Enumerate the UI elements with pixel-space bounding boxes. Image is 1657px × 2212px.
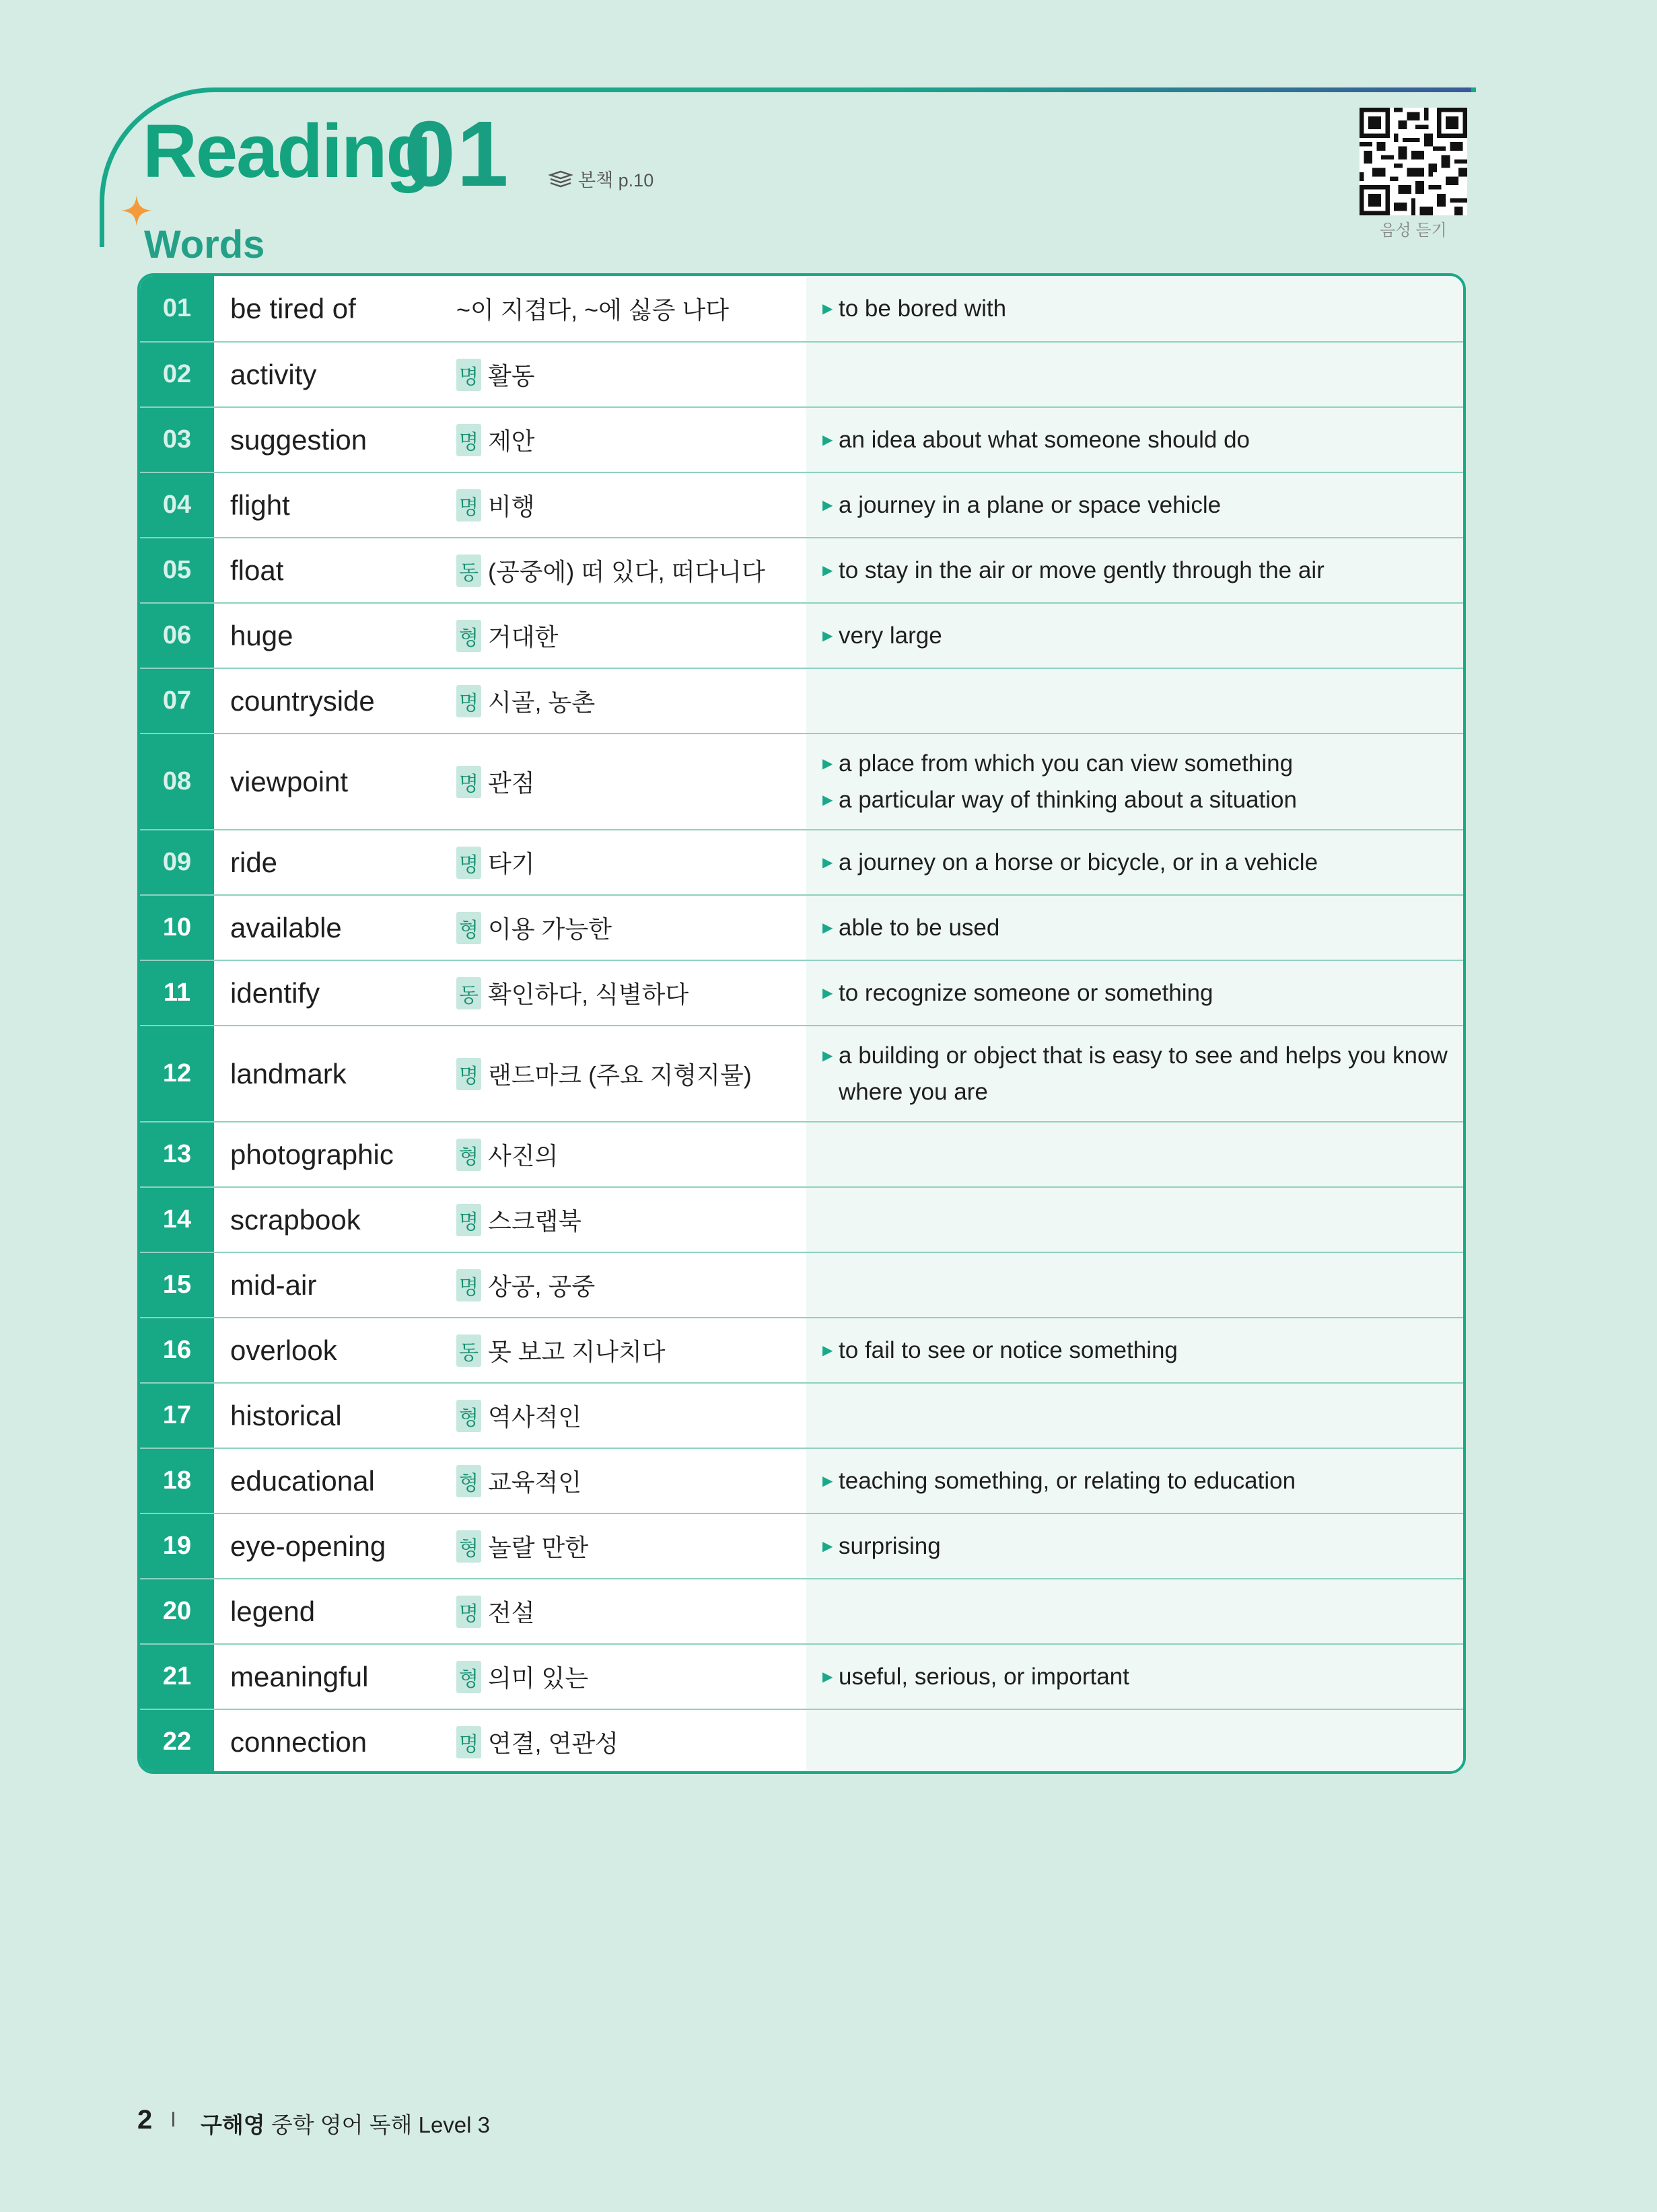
definition-text: to fail to see or notice something [839, 1336, 1178, 1363]
korean-meaning-cell [450, 896, 806, 960]
korean-meaning: ~이 지겹다, ~에 싫증 나다 [456, 296, 730, 324]
qr-label: 음성 듣기 [1380, 221, 1447, 240]
english-definition-cell [806, 538, 1463, 602]
part-of-speech-badge: 명 [456, 1204, 481, 1236]
table-row [140, 1252, 1463, 1317]
lesson-title: Reading [143, 109, 431, 193]
korean-meaning-cell [450, 408, 806, 472]
triangle-bullet-icon: ▶ [822, 628, 833, 643]
vocab-word: scrapbook [230, 1203, 361, 1236]
part-of-speech-badge: 형 [456, 1139, 481, 1171]
row-number: 03 [140, 408, 214, 472]
triangle-bullet-icon: ▶ [822, 920, 833, 935]
english-definition-cell [806, 604, 1463, 668]
korean-meaning: 비행 [487, 493, 535, 520]
part-of-speech-badge: 명 [456, 489, 481, 522]
part-of-speech-badge: 동 [456, 977, 481, 1009]
english-definition-cell [806, 473, 1463, 537]
english-definition-cell [806, 669, 1463, 733]
table-row [140, 1643, 1463, 1709]
triangle-bullet-icon: ▶ [822, 1343, 833, 1358]
korean-meaning: 역사적인 [487, 1403, 582, 1431]
row-number: 19 [140, 1514, 214, 1578]
korean-meaning-cell [450, 343, 806, 406]
definition-text: very large [839, 622, 942, 649]
definition-text: a building or object that is easy to see and helps you know where you are [839, 1042, 1448, 1105]
table-row [140, 1578, 1463, 1643]
row-number: 20 [140, 1579, 214, 1643]
row-number: 16 [140, 1318, 214, 1382]
english-definition-cell [806, 408, 1463, 472]
vocab-word: photographic [230, 1138, 394, 1170]
english-definition-cell [806, 1026, 1463, 1121]
korean-meaning-cell [450, 669, 806, 733]
table-row [140, 1448, 1463, 1513]
row-number: 12 [140, 1026, 214, 1121]
korean-meaning: 랜드마크 (주요 지형지물) [487, 1061, 752, 1089]
english-definition-cell [806, 1253, 1463, 1317]
korean-meaning-cell [450, 961, 806, 1025]
vocab-word: overlook [230, 1334, 337, 1366]
table-row [140, 341, 1463, 406]
korean-meaning-cell [450, 830, 806, 894]
english-definition-cell [806, 343, 1463, 406]
korean-meaning-cell [450, 473, 806, 537]
row-number: 04 [140, 473, 214, 537]
korean-meaning: 거대한 [487, 623, 559, 651]
part-of-speech-badge: 동 [456, 555, 481, 587]
footer-book-title [201, 2108, 490, 2139]
vocab-word: ride [230, 846, 278, 878]
vocab-word: educational [230, 1464, 375, 1497]
korean-meaning: (공중에) 떠 있다, 떠다니다 [487, 558, 765, 585]
table-row [140, 1513, 1463, 1578]
definition-line [822, 1659, 1448, 1695]
korean-meaning-cell [450, 1514, 806, 1578]
definition-text: a journey in a plane or space vehicle [839, 491, 1222, 518]
triangle-bullet-icon: ▶ [822, 855, 833, 870]
header-frame-line [861, 87, 1471, 92]
definition-line [822, 746, 1448, 782]
english-definition-cell [806, 961, 1463, 1025]
table-row [140, 1025, 1463, 1121]
definition-text: a place from which you can view something [839, 750, 1294, 777]
table-row [140, 406, 1463, 472]
definition-text: useful, serious, or important [839, 1663, 1129, 1690]
korean-meaning: 시골, 농촌 [487, 688, 596, 716]
vocab-word: flight [230, 489, 290, 521]
english-definition-cell [806, 1122, 1463, 1186]
korean-meaning: 제안 [487, 427, 535, 455]
triangle-bullet-icon: ▶ [822, 301, 833, 316]
row-number: 10 [140, 896, 214, 960]
vocab-word: available [230, 911, 342, 943]
part-of-speech-badge: 명 [456, 424, 481, 456]
korean-meaning-cell [450, 1026, 806, 1121]
qr-code-icon[interactable] [1360, 108, 1467, 215]
definition-line [822, 1463, 1448, 1499]
korean-meaning: 교육적인 [487, 1468, 582, 1496]
part-of-speech-badge: 명 [456, 1058, 481, 1090]
definition-text: to recognize someone or something [839, 979, 1213, 1006]
definition-line [822, 291, 1448, 327]
vocab-word: countryside [230, 684, 375, 717]
row-number: 17 [140, 1384, 214, 1448]
vocab-word: meaningful [230, 1660, 369, 1692]
part-of-speech-badge: 명 [456, 359, 481, 391]
row-number: 09 [140, 830, 214, 894]
korean-meaning-cell [450, 1188, 806, 1252]
definition-text: to be bored with [839, 295, 1007, 322]
korean-meaning-cell [450, 1318, 806, 1382]
definition-text: a particular way of thinking about a situation [839, 786, 1297, 813]
part-of-speech-badge: 형 [456, 1530, 481, 1563]
english-definition-cell [806, 896, 1463, 960]
korean-meaning-cell [450, 1579, 806, 1643]
definition-text: a journey on a horse or bicycle, or in a vehicle [839, 849, 1318, 876]
book-reference-text: 본책 p.10 [578, 170, 654, 190]
row-number: 13 [140, 1122, 214, 1186]
vocab-word: mid-air [230, 1269, 317, 1301]
row-number: 01 [140, 276, 214, 341]
row-number: 06 [140, 604, 214, 668]
table-row [140, 276, 1463, 341]
definition-line [822, 552, 1448, 589]
english-definition-cell [806, 1514, 1463, 1578]
vocab-word: float [230, 554, 284, 586]
triangle-bullet-icon: ▶ [822, 1473, 833, 1489]
vocab-word: activity [230, 358, 317, 390]
definition-line [822, 1038, 1448, 1110]
vocab-word: be tired of [230, 292, 356, 324]
vocab-word: legend [230, 1595, 316, 1627]
korean-meaning: 이용 가능한 [487, 915, 612, 943]
korean-meaning: 연결, 연관성 [487, 1729, 619, 1757]
english-definition-cell [806, 276, 1463, 341]
korean-meaning: 사진의 [487, 1142, 559, 1170]
korean-meaning-cell [450, 538, 806, 602]
definition-line [822, 487, 1448, 524]
part-of-speech-badge: 명 [456, 766, 481, 798]
korean-meaning: 활동 [487, 362, 535, 390]
row-number: 15 [140, 1253, 214, 1317]
definition-line [822, 910, 1448, 946]
triangle-bullet-icon: ▶ [822, 563, 833, 578]
korean-meaning: 전설 [487, 1599, 535, 1627]
lesson-number: 01 [404, 102, 510, 206]
vocabulary-table [137, 273, 1466, 1774]
row-number: 07 [140, 669, 214, 733]
english-definition-cell [806, 1449, 1463, 1513]
part-of-speech-badge: 명 [456, 685, 481, 717]
english-definition-cell [806, 734, 1463, 829]
vocab-word: huge [230, 619, 293, 651]
page-number: 2 [137, 2105, 153, 2135]
part-of-speech-badge: 형 [456, 1400, 481, 1432]
english-definition-cell [806, 830, 1463, 894]
definition-text: to stay in the air or move gently through the air [839, 557, 1325, 583]
row-number: 14 [140, 1188, 214, 1252]
table-row [140, 1709, 1463, 1774]
definition-line [822, 618, 1448, 654]
english-definition-cell [806, 1579, 1463, 1643]
definition-text: surprising [839, 1532, 941, 1559]
part-of-speech-badge: 형 [456, 1465, 481, 1497]
triangle-bullet-icon: ▶ [822, 1538, 833, 1554]
footer-title-text: 중학 영어 독해 Level 3 [271, 2112, 490, 2137]
table-row [140, 894, 1463, 960]
part-of-speech-badge: 명 [456, 1596, 481, 1628]
footer-divider [172, 2112, 174, 2127]
row-number: 11 [140, 961, 214, 1025]
table-row [140, 537, 1463, 602]
definition-line [822, 845, 1448, 881]
triangle-bullet-icon: ▶ [822, 1669, 833, 1684]
footer-brand: 구해영 [201, 2112, 265, 2137]
table-row [140, 1317, 1463, 1382]
english-definition-cell [806, 1645, 1463, 1709]
table-row [140, 829, 1463, 894]
korean-meaning-cell [450, 1122, 806, 1186]
english-definition-cell [806, 1188, 1463, 1252]
korean-meaning-cell [450, 604, 806, 668]
table-row [140, 668, 1463, 733]
part-of-speech-badge: 형 [456, 912, 481, 944]
korean-meaning-cell [450, 1449, 806, 1513]
korean-meaning: 의미 있는 [487, 1664, 589, 1692]
table-row [140, 602, 1463, 668]
definition-line [822, 1332, 1448, 1369]
triangle-bullet-icon: ▶ [822, 792, 833, 808]
korean-meaning: 상공, 공중 [487, 1273, 596, 1300]
korean-meaning-cell [450, 1645, 806, 1709]
definition-line [822, 975, 1448, 1011]
korean-meaning: 타기 [487, 850, 535, 878]
korean-meaning-cell [450, 276, 806, 341]
korean-meaning-cell [450, 1384, 806, 1448]
definition-text: an idea about what someone should do [839, 426, 1250, 453]
korean-meaning-cell [450, 734, 806, 829]
english-definition-cell [806, 1710, 1463, 1774]
table-row [140, 960, 1463, 1025]
triangle-bullet-icon: ▶ [822, 497, 833, 513]
table-row [140, 1382, 1463, 1448]
english-definition-cell [806, 1318, 1463, 1382]
vocab-word: suggestion [230, 423, 367, 456]
korean-meaning: 확인하다, 식별하다 [487, 980, 689, 1008]
korean-meaning: 관점 [487, 769, 535, 797]
korean-meaning: 놀랄 만한 [487, 1534, 589, 1561]
vocab-word: eye-opening [230, 1530, 386, 1562]
definition-text: teaching something, or relating to education [839, 1467, 1296, 1494]
part-of-speech-badge: 명 [456, 1726, 481, 1758]
part-of-speech-badge: 동 [456, 1334, 481, 1367]
table-row [140, 1121, 1463, 1186]
vocab-word: connection [230, 1725, 367, 1758]
table-row [140, 472, 1463, 537]
definition-line [822, 1528, 1448, 1565]
book-icon [549, 170, 573, 188]
book-reference [549, 166, 654, 192]
row-number: 18 [140, 1449, 214, 1513]
row-number: 08 [140, 734, 214, 829]
row-number: 22 [140, 1710, 214, 1774]
definition-text: able to be used [839, 914, 1000, 941]
row-number: 05 [140, 538, 214, 602]
row-number: 21 [140, 1645, 214, 1709]
triangle-bullet-icon: ▶ [822, 985, 833, 1001]
row-number: 02 [140, 343, 214, 406]
triangle-bullet-icon: ▶ [822, 1048, 833, 1063]
korean-meaning: 못 보고 지나치다 [487, 1338, 666, 1365]
triangle-bullet-icon: ▶ [822, 432, 833, 448]
vocab-word: historical [230, 1399, 342, 1431]
korean-meaning-cell [450, 1710, 806, 1774]
definition-line [822, 782, 1448, 818]
part-of-speech-badge: 형 [456, 620, 481, 652]
section-title: Words [144, 223, 265, 266]
definition-line [822, 422, 1448, 458]
part-of-speech-badge: 명 [456, 1269, 481, 1301]
part-of-speech-badge: 형 [456, 1661, 481, 1693]
triangle-bullet-icon: ▶ [822, 756, 833, 771]
table-row [140, 1186, 1463, 1252]
table-row [140, 733, 1463, 829]
vocab-word: identify [230, 976, 320, 1009]
korean-meaning: 스크랩북 [487, 1207, 582, 1235]
vocab-word: viewpoint [230, 765, 349, 797]
vocab-word: landmark [230, 1057, 347, 1090]
part-of-speech-badge: 명 [456, 847, 481, 879]
korean-meaning-cell [450, 1253, 806, 1317]
english-definition-cell [806, 1384, 1463, 1448]
